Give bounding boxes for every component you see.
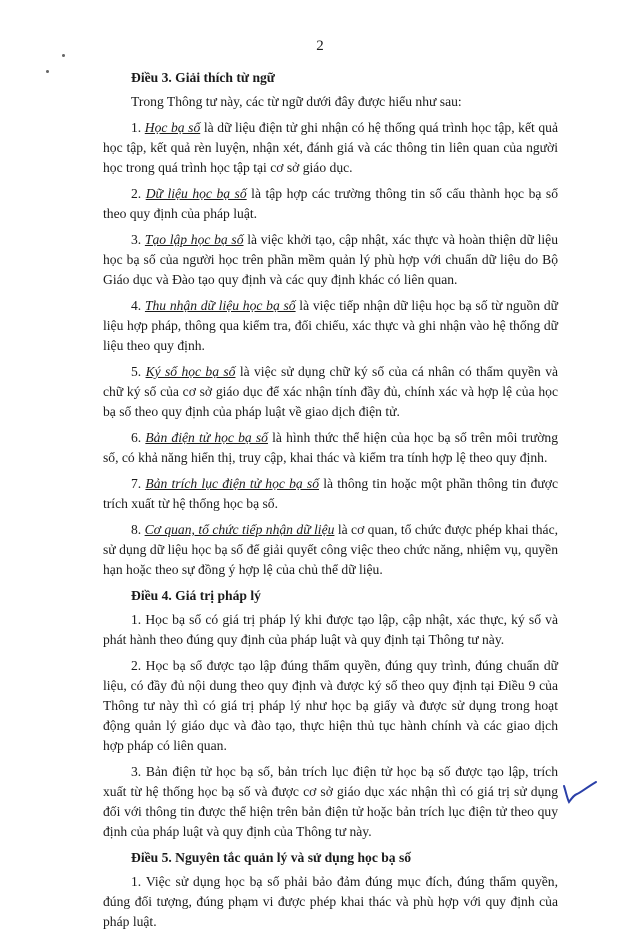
article-4-heading: Điều 4. Giá trị pháp lý: [131, 588, 261, 603]
page-number: 2: [316, 38, 324, 54]
defined-term: Tạo lập học bạ số: [144, 232, 244, 247]
definition-item: 4. Thu nhận dữ liệu học bạ số là việc tiếp nhận dữ liệu học bạ số từ nguồn dữ liệu hợp pháp, thông qua kiểm tra, đối chiếu, xác thực và ghi nhận vào hệ thống dữ liệu theo quy định.: [103, 298, 559, 353]
definition-item: 1. Học bạ số là dữ liệu điện tử ghi nhận có hệ thống quá trình học tập, kết quả học tập, kết quả rèn luyện, nhận xét, đánh giá và các thông tin liên quan của người học trong quá trình học tập tại cơ sở giáo dục.: [103, 120, 558, 175]
article-5-paragraph: 1. Việc sử dụng học bạ số phải bảo đảm đúng mục đích, đúng thẩm quyền, đúng đối tượng, đúng phạm vi được phép khai thác và phù hợp với quy định của pháp luật.: [103, 874, 558, 929]
document-body: [103, 68, 558, 938]
article-4-paragraph: 2. Học bạ số được tạo lập đúng thẩm quyền, đúng quy trình, đúng chuẩn dữ liệu, có đầy đủ nội dung theo quy định và được ký số theo quy định tại Điều 9 của Thông tư này thì có giá trị pháp lý như học bạ giấy và được sử dụng trong hoạt động quản lý giáo dục và đào tạo, thực hiện thủ tục hành chính và các giao dịch hợp pháp có liên quan.: [103, 658, 558, 753]
defined-term: Dữ liệu học bạ số: [145, 186, 247, 201]
defined-term: Học bạ số: [144, 120, 201, 135]
defined-term: Bản trích lục điện tử học bạ số: [145, 476, 320, 491]
article-5-heading: Điều 5. Nguyên tắc quản lý và sử dụng học bạ số: [131, 850, 412, 865]
article-4-paragraph: 1. Học bạ số có giá trị pháp lý khi được tạo lập, cập nhật, xác thực, ký số và phát hành theo đúng quy định của pháp luật và quy định tại Thông tư này.: [103, 612, 558, 647]
defined-term: Bản điện tử học bạ số: [145, 430, 268, 445]
defined-term: Thu nhận dữ liệu học bạ số: [144, 298, 296, 313]
definition-item: 6. Bản điện tử học bạ số là hình thức thể hiện của học bạ số trên môi trường số, có khả năng hiển thị, truy cập, khai thác và kiểm tra tính hợp lệ theo quy định.: [103, 430, 559, 465]
definition-item: 2. Dữ liệu học bạ số là tập hợp các trường thông tin số cấu thành học bạ số theo quy định của pháp luật.: [103, 186, 558, 221]
article-3-heading: Điều 3. Giải thích từ ngữ: [131, 70, 275, 85]
article-4-paragraph: 3. Bản điện tử học bạ số, bản trích lục điện tử học bạ số được tạo lập, trích xuất từ hệ thống học bạ số và được cơ sở giáo dục xác nhận thì có giá trị sử dụng đối với thông tin được thể hiện trên bản điện tử hoặc bản trích lục điện tử theo quy định của pháp luật và quy định của Thông tư này.: [103, 764, 558, 839]
definition-item: 7. Bản trích lục điện tử học bạ số là thông tin hoặc một phần thông tin được trích xuất từ hệ thống học bạ số.: [103, 476, 559, 511]
defined-term: Cơ quan, tổ chức tiếp nhận dữ liệu: [144, 522, 335, 537]
article-3-intro: Trong Thông tư này, các từ ngữ dưới đây được hiểu như sau:: [131, 94, 462, 109]
initial-signature-icon: [560, 778, 600, 806]
definition-item: 3. Tạo lập học bạ số là việc khởi tạo, cập nhật, xác thực và hoàn thiện dữ liệu học bạ số của người học trên phần mềm quản lý phù hợp với chuẩn dữ liệu do Bộ Giáo dục và Đào tạo quy định và các quy định khác có liên quan.: [103, 232, 558, 287]
defined-term: Ký số học bạ số: [145, 364, 236, 379]
definition-item: 5. Ký số học bạ số là việc sử dụng chữ ký số của cá nhân có thẩm quyền và chữ ký số của cơ sở giáo dục để xác nhận tính đầy đủ, chính xác và hợp lệ của học bạ số theo quy định của pháp luật về giao dịch điện tử.: [103, 364, 559, 419]
definition-item: 8. Cơ quan, tổ chức tiếp nhận dữ liệu là cơ quan, tổ chức được phép khai thác, sử dụng dữ liệu học bạ số để giải quyết công việc theo chức năng, nhiệm vụ, quyền hạn hoặc theo sự đồng ý hợp lệ của chủ thể dữ liệu.: [103, 522, 558, 577]
scan-speck: [46, 70, 49, 73]
